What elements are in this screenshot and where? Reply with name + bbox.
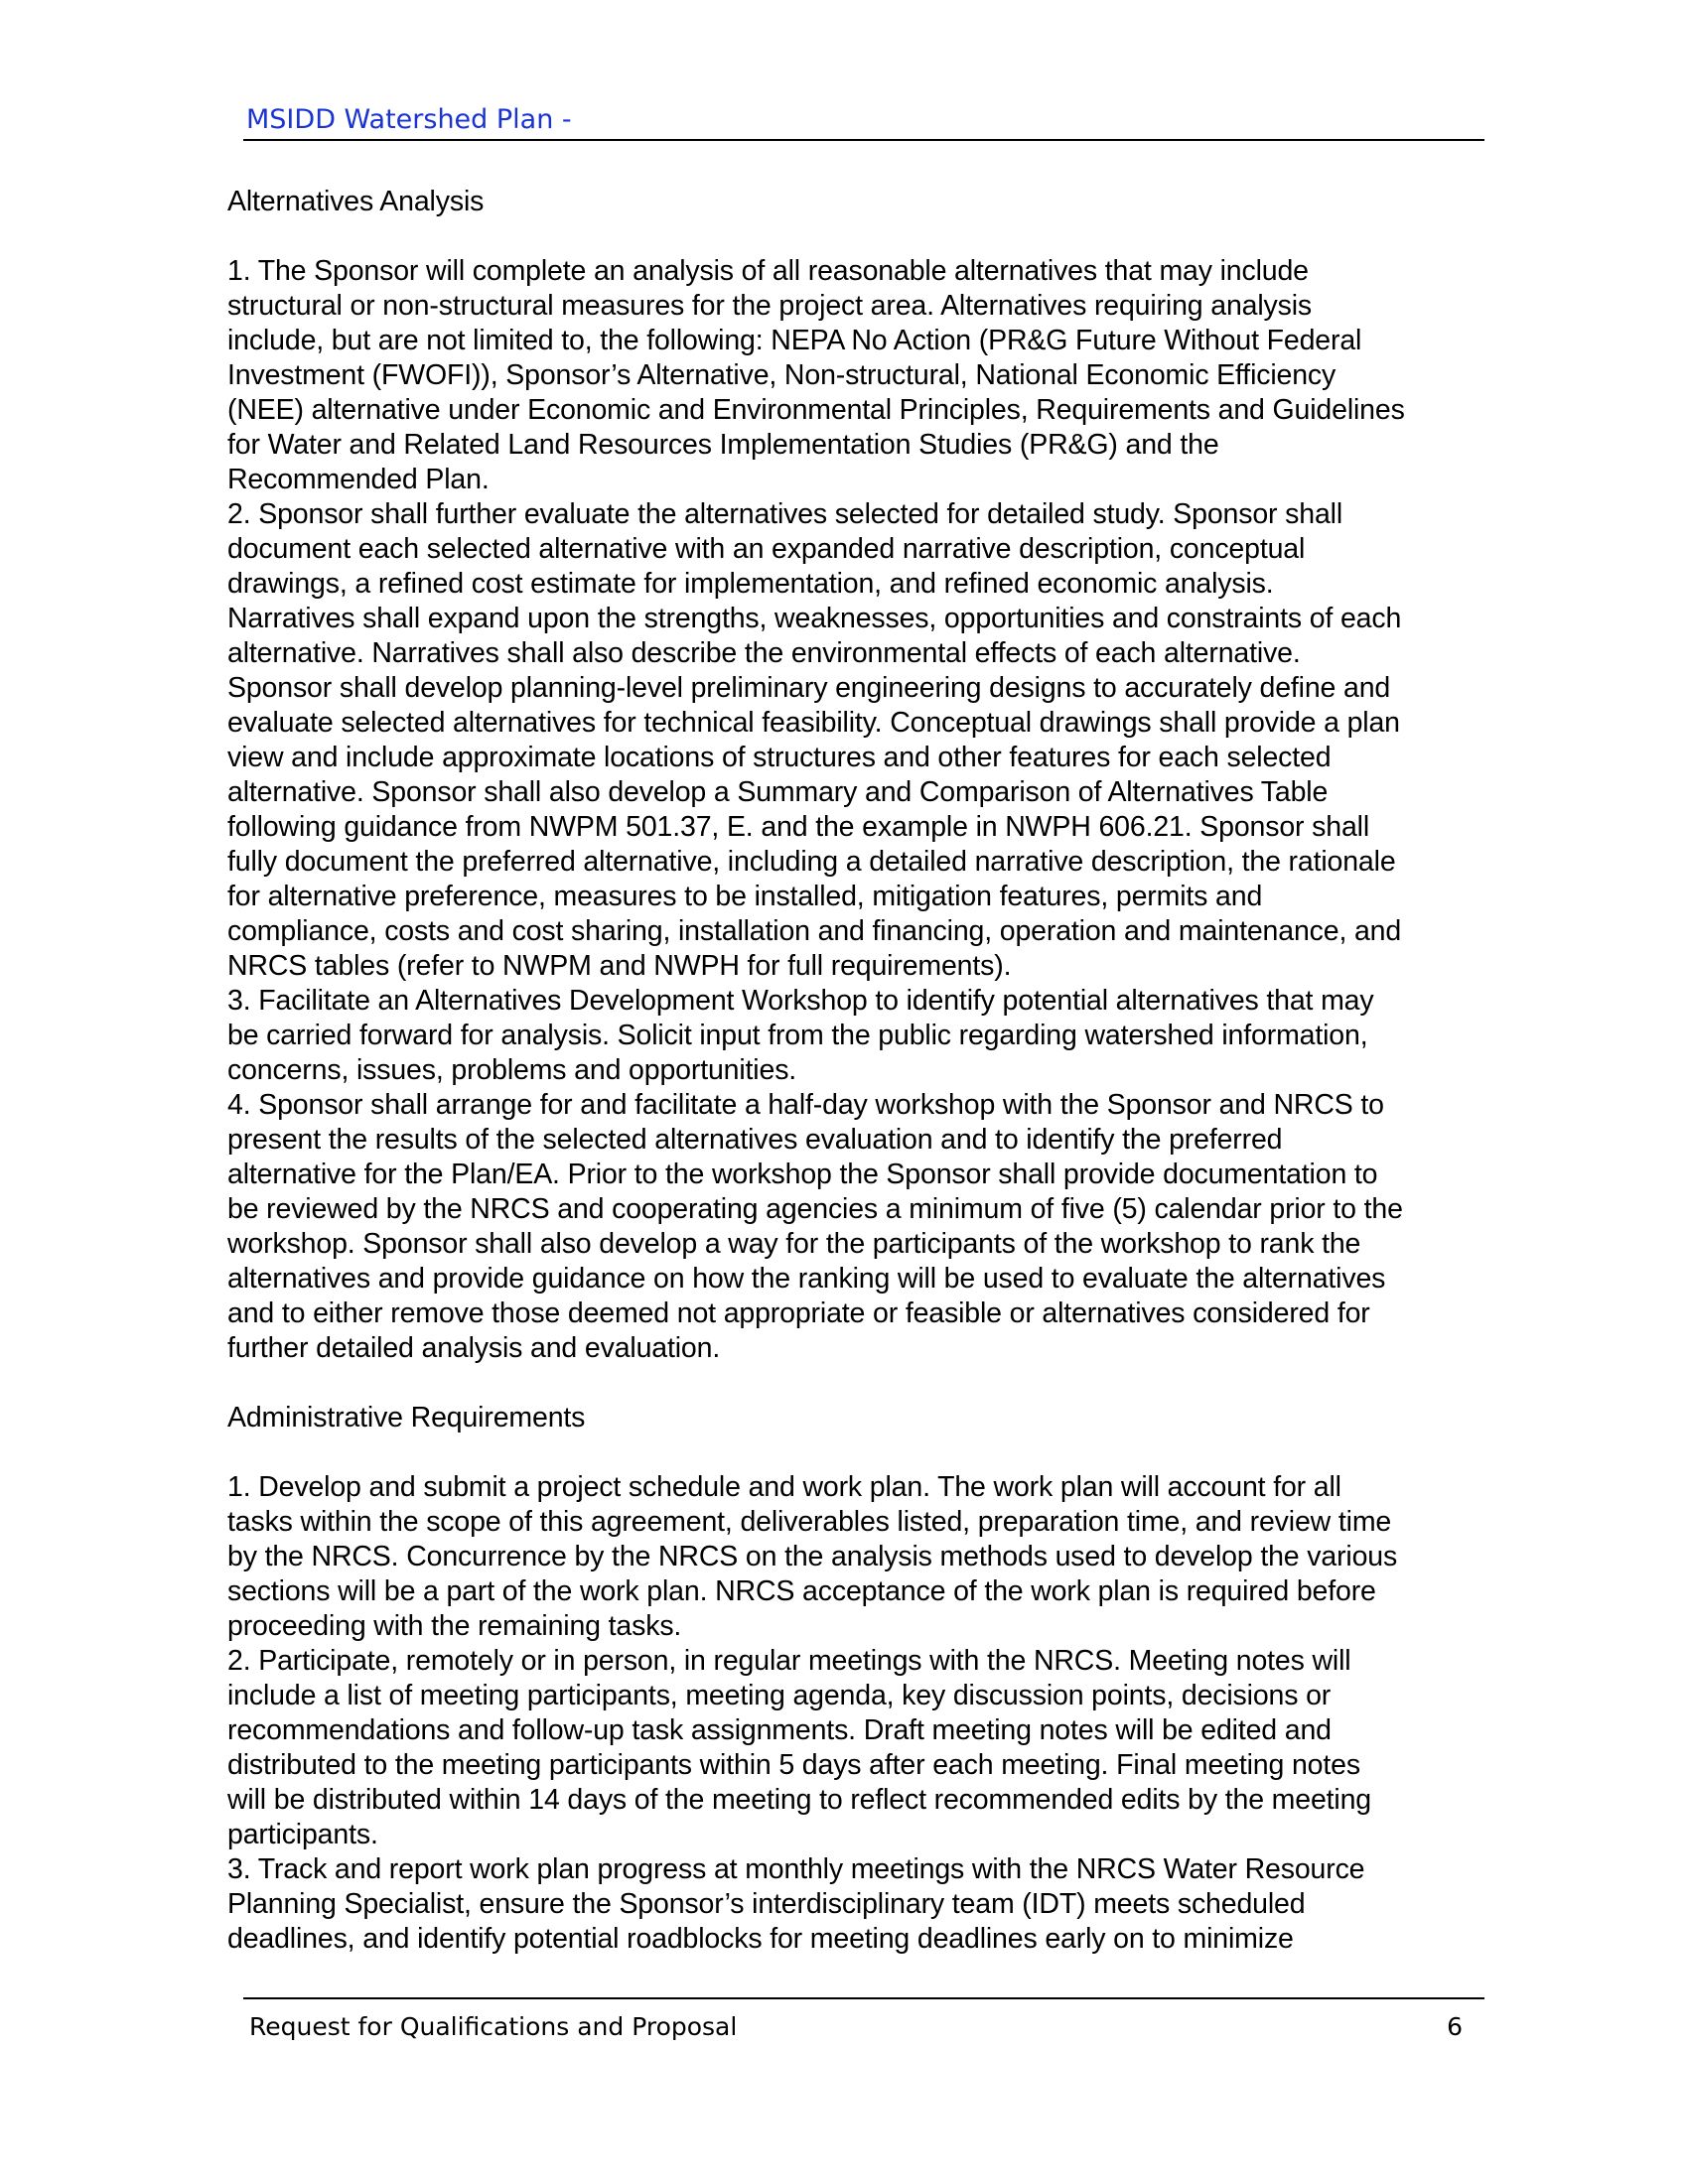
text-line: evaluate selected alternatives for technical feasibility. Conceptual drawings shall provide a plan bbox=[227, 707, 1400, 739]
text-line: alternatives and provide guidance on how the ranking will be used to evaluate the alternatives bbox=[227, 1263, 1386, 1295]
footer-text: Request for Qualifications and Proposal bbox=[249, 2012, 738, 2041]
header-title: MSIDD Watershed Plan - bbox=[246, 104, 572, 135]
paragraph-spacer bbox=[227, 1435, 1518, 1470]
text-line: for Water and Related Land Resources Implementation Studies (PR&G) and the bbox=[227, 429, 1219, 461]
text-line: view and include approximate locations of structures and other features for each selected bbox=[227, 742, 1332, 773]
text-line: will be distributed within 14 days of the meeting to reflect recommended edits by the meeting bbox=[227, 1784, 1372, 1816]
text-line: Investment (FWOFI)), Sponsor’s Alternative, Non-structural, National Economic Efficiency bbox=[227, 359, 1336, 391]
text-line: structural or non-structural measures for the project area. Alternatives requiring analysis bbox=[227, 290, 1313, 322]
text-line: recommendations and follow-up task assignments. Draft meeting notes will be edited and bbox=[227, 1714, 1332, 1746]
text-line: alternative. Narratives shall also describe the environmental effects of each alternative. bbox=[227, 637, 1301, 669]
text-line: fully document the preferred alternative, including a detailed narrative description, the rationale bbox=[227, 846, 1396, 878]
text-line: present the results of the selected alternatives evaluation and to identify the preferred bbox=[227, 1124, 1283, 1156]
text-line: tasks within the scope of this agreement, deliverables listed, preparation time, and review time bbox=[227, 1506, 1392, 1538]
text-line: Recommended Plan. bbox=[227, 464, 490, 495]
text-line: compliance, costs and cost sharing, installation and financing, operation and maintenance, and bbox=[227, 915, 1402, 947]
text-line: alternative for the Plan/EA. Prior to the workshop the Sponsor shall provide documentation to bbox=[227, 1159, 1378, 1190]
text-line: NRCS tables (refer to NWPM and NWPH for full requirements). bbox=[227, 950, 1012, 982]
text-line: for alternative preference, measures to be installed, mitigation features, permits and bbox=[227, 881, 1263, 912]
text-line: and to either remove those deemed not appropriate or feasible or alternatives considered for bbox=[227, 1297, 1370, 1329]
text-line: include, but are not limited to, the following: NEPA No Action (PR&G Future Without Federal bbox=[227, 325, 1362, 356]
text-line: alternative. Sponsor shall also develop a Summary and Comparison of Alternatives Table bbox=[227, 776, 1329, 808]
text-line: 4. Sponsor shall arrange for and facilitate a half-day workshop with the Sponsor and NRCS to bbox=[227, 1089, 1384, 1121]
text-line: 3. Track and report work plan progress at monthly meetings with the NRCS Water Resource bbox=[227, 1853, 1365, 1885]
text-line: concerns, issues, problems and opportunities. bbox=[227, 1054, 797, 1086]
text-line: include a list of meeting participants, meeting agenda, key discussion points, decisions or bbox=[227, 1680, 1332, 1711]
document-body bbox=[227, 185, 1518, 1957]
page-header bbox=[243, 103, 1484, 141]
section-heading: Administrative Requirements bbox=[227, 1402, 586, 1433]
text-line: Planning Specialist, ensure the Sponsor’s interdisciplinary team (IDT) meets scheduled bbox=[227, 1888, 1306, 1920]
text-line: 2. Sponsor shall further evaluate the alternatives selected for detailed study. Sponsor shall bbox=[227, 498, 1343, 530]
paragraph-spacer bbox=[227, 219, 1518, 254]
text-line: sections will be a part of the work plan. NRCS acceptance of the work plan is required before bbox=[227, 1575, 1376, 1607]
section-body bbox=[227, 254, 1518, 1366]
text-line: distributed to the meeting participants within 5 days after each meeting. Final meeting notes bbox=[227, 1749, 1360, 1781]
text-line: Narratives shall expand upon the strengths, weaknesses, opportunities and constraints of each bbox=[227, 603, 1402, 634]
text-line: be carried forward for analysis. Solicit input from the public regarding watershed information, bbox=[227, 1020, 1368, 1051]
section-body bbox=[227, 1470, 1518, 1957]
text-line: deadlines, and identify potential roadblocks for meeting deadlines early on to minimize bbox=[227, 1923, 1294, 1955]
paragraph-spacer bbox=[227, 1366, 1518, 1401]
text-line: (NEE) alternative under Economic and Environmental Principles, Requirements and Guidelines bbox=[227, 394, 1405, 426]
text-line: workshop. Sponsor shall also develop a way for the participants of the workshop to rank the bbox=[227, 1228, 1361, 1260]
text-line: 1. Develop and submit a project schedule and work plan. The work plan will account for all bbox=[227, 1471, 1341, 1503]
text-line: participants. bbox=[227, 1819, 378, 1850]
page-footer bbox=[243, 1997, 1484, 2049]
text-line: 3. Facilitate an Alternatives Development Workshop to identify potential alternatives that may bbox=[227, 985, 1374, 1017]
text-line: following guidance from NWPM 501.37, E. and the example in NWPH 606.21. Sponsor shall bbox=[227, 811, 1370, 843]
text-line: Sponsor shall develop planning-level preliminary engineering designs to accurately define and bbox=[227, 672, 1391, 704]
section-heading: Alternatives Analysis bbox=[227, 186, 485, 217]
text-line: 2. Participate, remotely or in person, in regular meetings with the NRCS. Meeting notes will bbox=[227, 1645, 1351, 1677]
text-line: by the NRCS. Concurrence by the NRCS on the analysis methods used to develop the various bbox=[227, 1541, 1398, 1572]
page-number: 6 bbox=[1447, 2012, 1463, 2041]
text-line: further detailed analysis and evaluation. bbox=[227, 1332, 721, 1364]
text-line: be reviewed by the NRCS and cooperating agencies a minimum of five (5) calendar prior to the bbox=[227, 1193, 1403, 1225]
text-line: proceeding with the remaining tasks. bbox=[227, 1610, 682, 1642]
text-line: 1. The Sponsor will complete an analysis of all reasonable alternatives that may include bbox=[227, 255, 1309, 287]
text-line: document each selected alternative with an expanded narrative description, conceptual bbox=[227, 533, 1306, 565]
text-line: drawings, a refined cost estimate for implementation, and refined economic analysis. bbox=[227, 568, 1274, 600]
